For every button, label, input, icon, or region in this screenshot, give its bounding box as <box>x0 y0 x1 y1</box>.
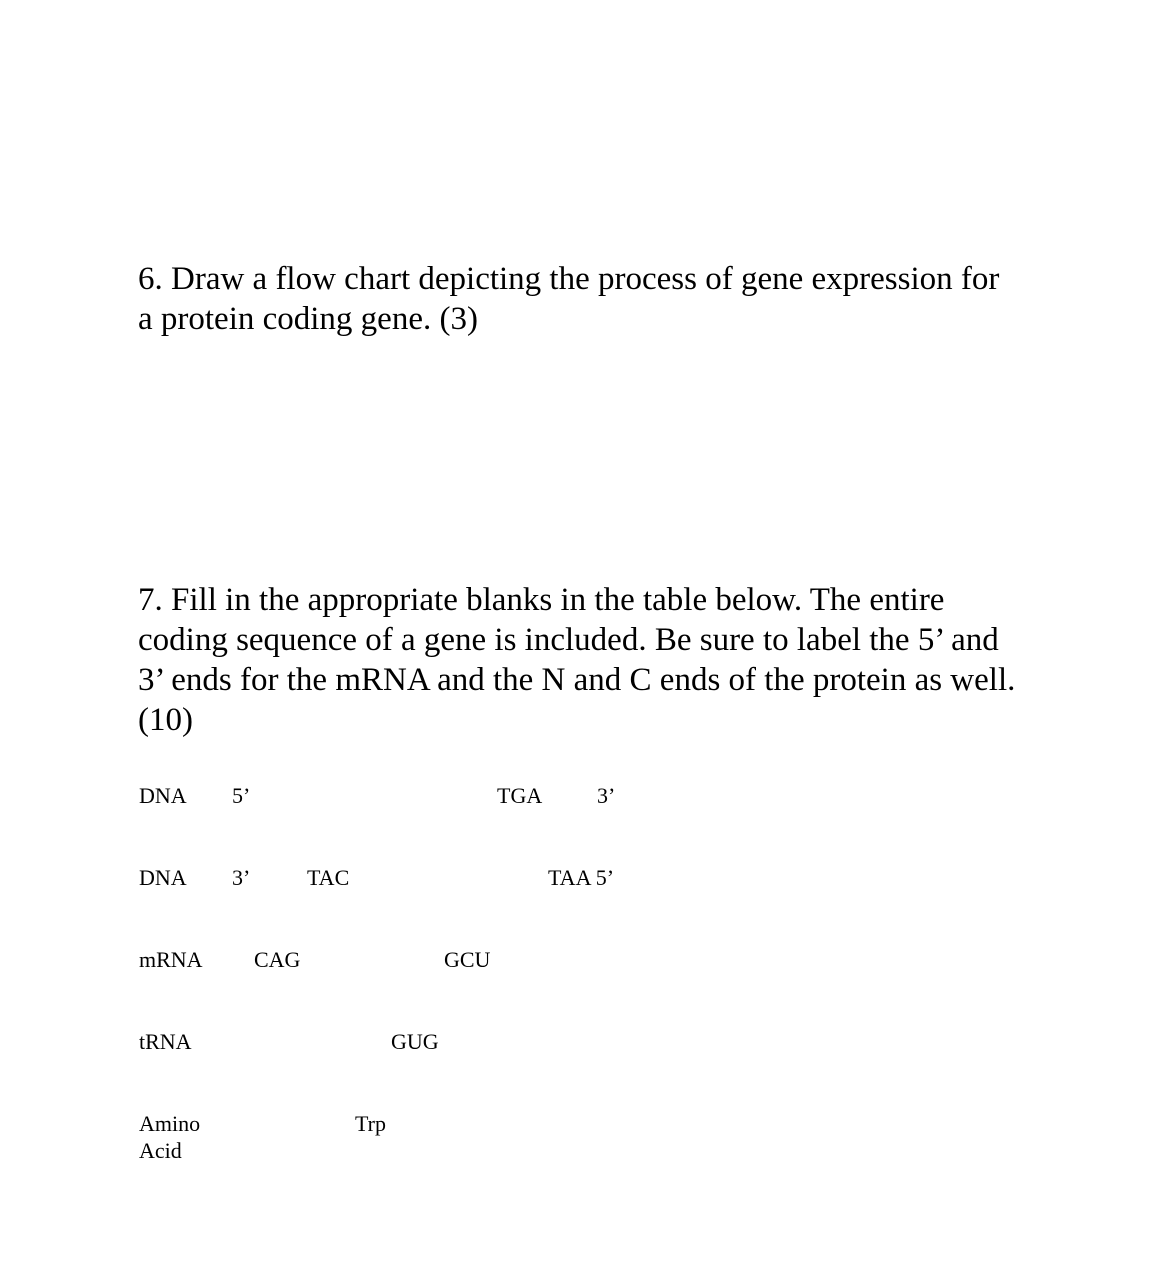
row-amino-acid-label-line1: Amino <box>139 1111 201 1136</box>
row-amino-acid-label-line2: Acid <box>139 1138 182 1163</box>
row-dna-coding-3prime: 3’ <box>597 783 616 808</box>
row-dna-template-codon-taa: TAA 5’ <box>548 865 615 890</box>
row-mrna-codon-cag: CAG <box>254 947 301 972</box>
question-7: 7. Fill in the appropriate blanks in the table below. The entire coding sequence of a gene is included. Be sure to label the 5’ and 3’ ends for the mRNA and the N and C ends of the protein as well. (10) <box>138 582 1016 738</box>
row-trna-anticodon-gug: GUG <box>391 1029 439 1054</box>
row-dna-coding-codon-tga: TGA <box>497 783 543 808</box>
row-mrna-codon-gcu: GCU <box>444 947 491 972</box>
row-dna-coding-label: DNA <box>139 783 187 808</box>
row-dna-template-3prime: 3’ <box>232 865 251 890</box>
row-trna-label: tRNA <box>139 1029 192 1054</box>
question-6: 6. Draw a flow chart depicting the process of gene expression for a protein coding gene. (3) <box>138 261 1000 337</box>
row-dna-coding-5prime: 5’ <box>232 783 251 808</box>
row-dna-template-label: DNA <box>139 865 187 890</box>
row-dna-template-codon-tac: TAC <box>307 865 350 890</box>
row-amino-acid-trp: Trp <box>355 1111 386 1136</box>
row-mrna-label: mRNA <box>139 947 203 972</box>
